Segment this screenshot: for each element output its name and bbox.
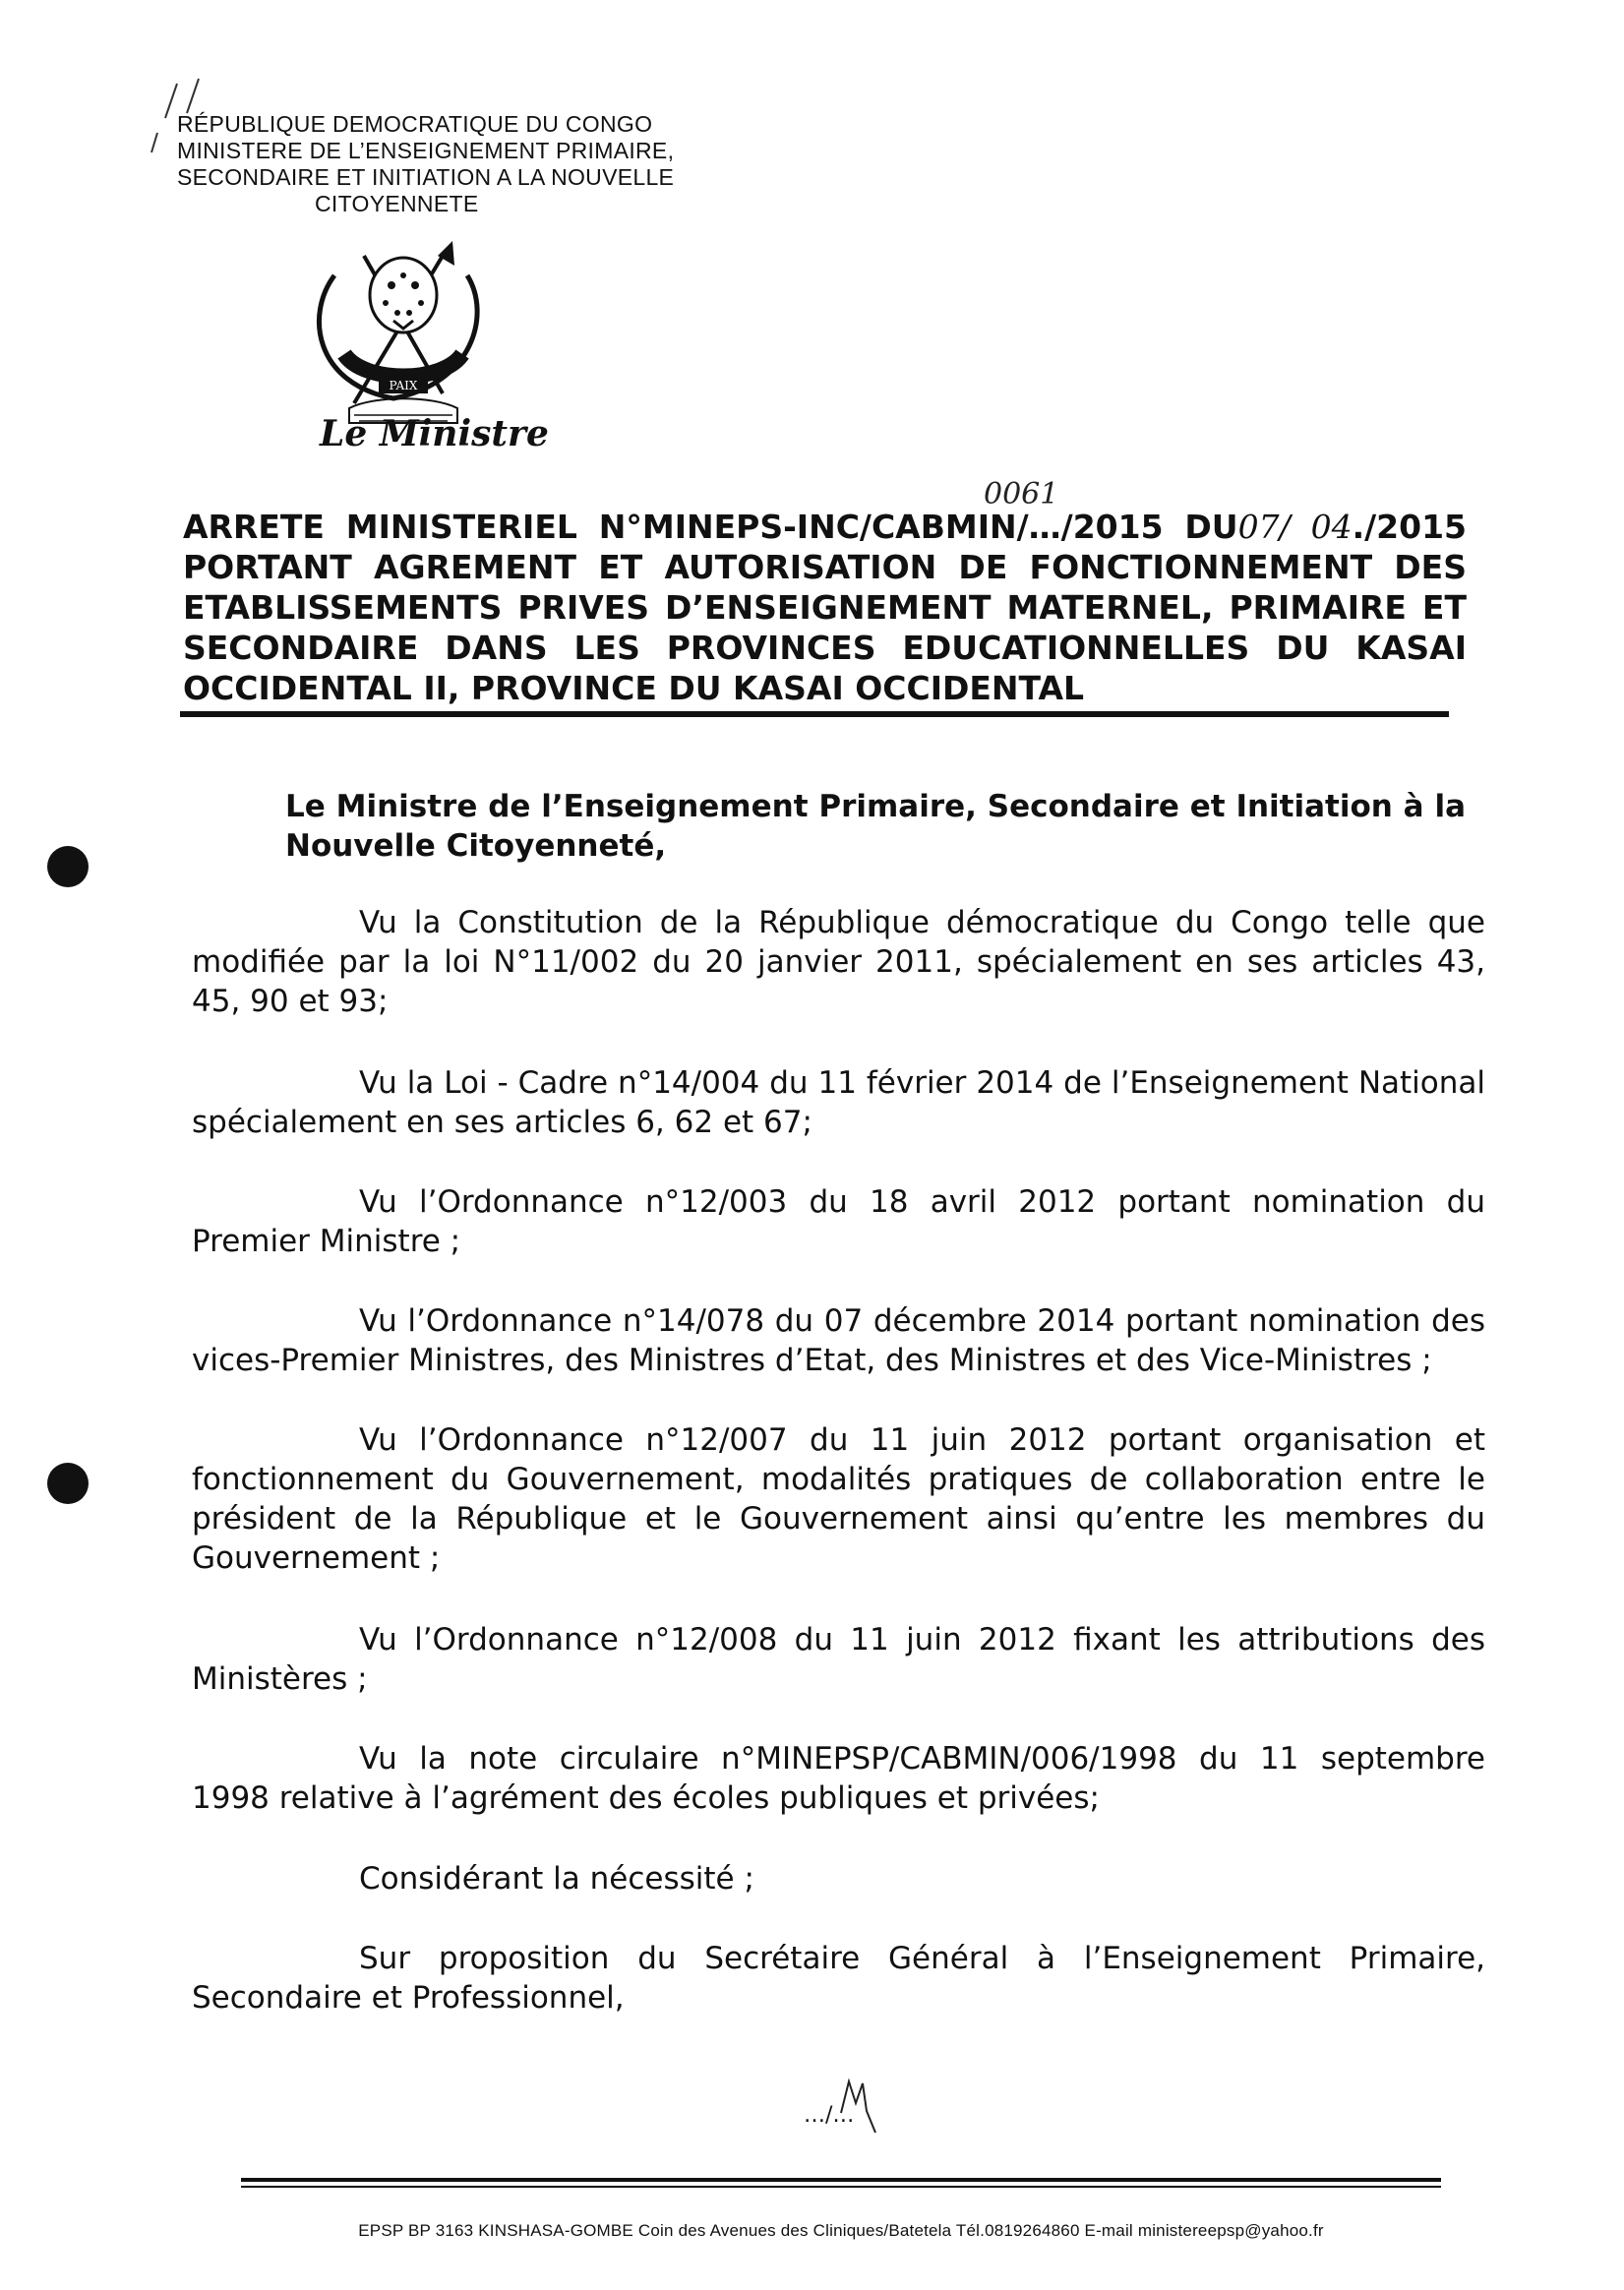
header-line-citizenship: CITOYENNETE [315,191,479,216]
punch-hole-mark-bottom [47,1463,89,1504]
considerant-ordonnance-attributions: Vu l’Ordonnance n°12/008 du 11 juin 2012 fixant les attributions des Ministères ; [192,1622,1485,1697]
title-line-3: ETABLISSEMENTS PRIVES D’ENSEIGNEMENT MATERNEL, PRIMAIRE ET [183,588,1467,627]
considerant-ordonnance-premier-ministre: Vu l’Ordonnance n°12/003 du 18 avril 2012 portant nomination du Premier Ministre ; [192,1184,1485,1259]
footer-contact-info: EPSP BP 3163 KINSHASA-GOMBE Coin des Avenues des Cliniques/Batetela Tél.0819264860 E-mail ministereepsp@yahoo.fr [358,2221,1324,2240]
title-line-2: PORTANT AGREMENT ET AUTORISATION DE FONCTIONNEMENT DES [183,548,1467,586]
title-line-1 [183,507,1467,547]
punch-hole-mark-top [47,846,89,887]
title-line-4: SECONDAIRE DANS LES PROVINCES EDUCATIONNELLES DU KASAI [183,629,1467,667]
footer-rule-thick [241,2178,1441,2182]
header-line-secondary: SECONDAIRE ET INITIATION A LA NOUVELLE [177,164,675,190]
considerant-necessite: Considérant la nécessité ; [359,1861,754,1897]
continuation-text: …/… [804,2103,855,2128]
ministry-header [177,111,748,217]
page-continuation-mark [802,2074,910,2142]
header-line-ministry: MINISTERE DE L’ENSEIGNEMENT PRIMAIRE, [177,138,675,163]
handwritten-number: 0061 [984,477,1059,512]
preamble-line-1: Le Ministre de l’Enseignement Primaire, Secondaire et Initiation à la [285,789,1466,824]
title-decree-number: ARRETE MINISTERIEL N°MINEPS-INC/CABMIN/…/2015 DU [183,508,1238,546]
title-year: ./2015 [1352,508,1468,546]
header-line-republic: RÉPUBLIQUE DEMOCRATIQUE DU CONGO [177,111,653,137]
preamble-line-2: Nouvelle Citoyenneté, [285,828,667,864]
coat-of-arms-emblem [295,236,511,433]
handwritten-date: 07/ 04 [1237,508,1353,546]
title-underline-rule [180,711,1449,717]
considerant-proposition: Sur proposition du Secrétaire Général à l’Enseignement Primaire, Secondaire et Professionnel, [192,1941,1485,2016]
considerant-constitution: Vu la Constitution de la République démocratique du Congo telle que modifiée par la loi N°11/002 du 20 janvier 2011, spécialement en ses articles 43, 45, 90 et 93; [192,905,1485,1019]
footer-rule-thin [241,2186,1441,2188]
preamble-heading [285,787,1466,866]
considerant-loi-cadre: Vu la Loi - Cadre n°14/004 du 11 février 2014 de l’Enseignement National spécialement en ses articles 6, 62 et 67; [192,1065,1485,1140]
title-line-5: OCCIDENTAL II, PROVINCE DU KASAI OCCIDENTAL [183,669,1085,707]
minister-signature-title: Le Ministre [320,413,549,454]
considerant-note-circulaire: Vu la note circulaire n°MINEPSP/CABMIN/006/1998 du 11 septembre 1998 relative à l’agrément des écoles publiques et privées; [192,1741,1485,1816]
considerant-ordonnance-gouvernement: Vu l’Ordonnance n°12/007 du 11 juin 2012 portant organisation et fonctionnement du Gouvernement, modalités pratiques de collaboration entre le président de la République et le Gouvernement ainsi qu’entre les membres du Gouvernement ; [192,1422,1485,1576]
considerant-ordonnance-ministres: Vu l’Ordonnance n°14/078 du 07 décembre 2014 portant nomination des vices-Premier Ministres, des Ministres d’Etat, des Ministres et des Vice-Ministres ; [192,1303,1485,1378]
decree-title [183,507,1467,708]
emblem-banner-paix: PAIX [389,379,418,392]
